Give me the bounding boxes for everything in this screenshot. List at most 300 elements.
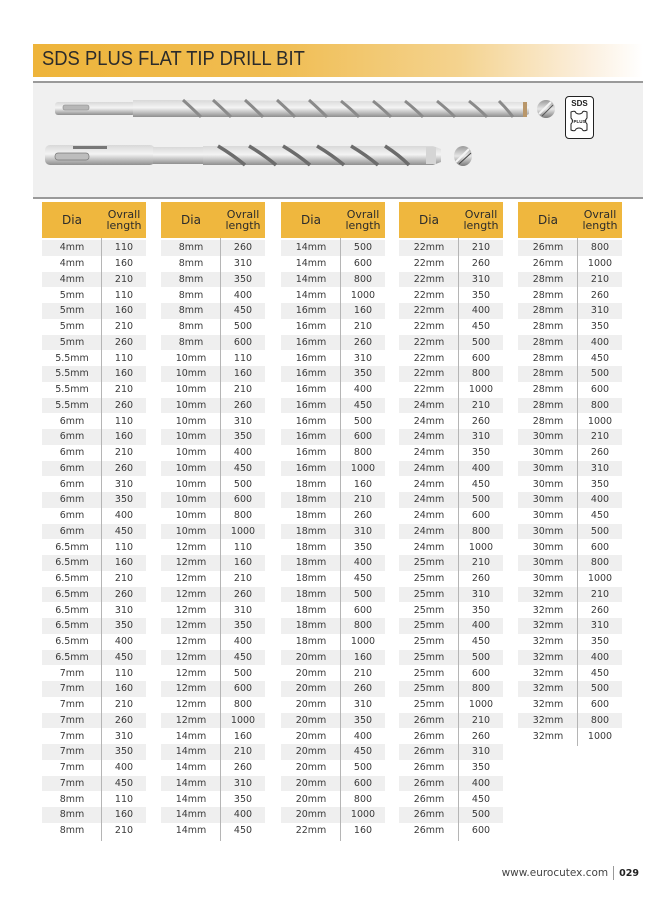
cell-diameter: 30mm	[532, 557, 564, 569]
cell-length: 260	[353, 510, 373, 522]
table-row	[161, 776, 265, 792]
cell-diameter: 7mm	[59, 746, 85, 758]
cell-diameter: 14mm	[175, 793, 207, 805]
cell-length: 310	[353, 525, 373, 537]
table-row	[518, 303, 622, 319]
cell-length: 310	[353, 352, 373, 364]
table-row	[281, 760, 385, 776]
cell-diameter: 25mm	[413, 683, 445, 695]
cell-diameter: 12mm	[175, 604, 207, 616]
cell-diameter: 20mm	[295, 762, 327, 774]
table-row	[281, 650, 385, 666]
cell-length: 210	[353, 321, 373, 333]
cell-diameter: 25mm	[413, 573, 445, 585]
cell-length: 800	[590, 714, 610, 726]
cell-diameter: 5mm	[59, 305, 85, 317]
cell-diameter: 26mm	[413, 714, 445, 726]
cell-length: 1000	[587, 730, 613, 742]
cell-length: 400	[590, 494, 610, 506]
table-row	[281, 256, 385, 272]
table-row	[518, 413, 622, 429]
cell-length: 400	[114, 510, 134, 522]
cell-length: 160	[353, 478, 373, 490]
cell-length: 400	[353, 557, 373, 569]
cross-section-icon	[537, 100, 555, 118]
cell-length: 210	[233, 573, 253, 585]
cell-length: 1000	[587, 415, 613, 427]
table-row	[518, 287, 622, 303]
cell-diameter: 18mm	[295, 510, 327, 522]
cell-length: 450	[114, 651, 134, 663]
cell-diameter: 14mm	[295, 289, 327, 301]
cell-length: 310	[590, 620, 610, 632]
table-row	[518, 508, 622, 524]
cell-length: 160	[114, 557, 134, 569]
table-row	[281, 319, 385, 335]
cell-diameter: 16mm	[295, 321, 327, 333]
cell-diameter: 12mm	[175, 588, 207, 600]
table-row	[281, 587, 385, 603]
cell-length: 1000	[350, 289, 376, 301]
table-row	[399, 823, 503, 839]
cell-diameter: 6.5mm	[55, 604, 89, 616]
cell-length: 400	[114, 636, 134, 648]
cell-diameter: 14mm	[295, 242, 327, 254]
table-row	[161, 665, 265, 681]
table-row	[399, 807, 503, 823]
cell-diameter: 20mm	[295, 651, 327, 663]
table-row	[42, 539, 146, 555]
table-row	[42, 776, 146, 792]
cell-length: 310	[590, 305, 610, 317]
cell-diameter: 5mm	[59, 321, 85, 333]
cell-diameter: 25mm	[413, 651, 445, 663]
cell-length: 450	[590, 510, 610, 522]
cell-diameter: 28mm	[532, 399, 564, 411]
cell-diameter: 28mm	[532, 321, 564, 333]
table-row	[399, 429, 503, 445]
table-row	[281, 776, 385, 792]
cell-diameter: 6mm	[59, 462, 85, 474]
table-row	[399, 713, 503, 729]
cell-length: 260	[353, 336, 373, 348]
cell-length: 500	[353, 588, 373, 600]
table-row	[161, 539, 265, 555]
table-row	[518, 256, 622, 272]
cell-length: 500	[353, 762, 373, 774]
cell-length: 110	[114, 352, 134, 364]
table-row	[42, 823, 146, 839]
cell-length: 260	[233, 588, 253, 600]
cell-diameter: 22mm	[295, 825, 327, 837]
cell-diameter: 6.5mm	[55, 541, 89, 553]
table-row	[518, 681, 622, 697]
cell-diameter: 32mm	[532, 588, 564, 600]
cell-diameter: 25mm	[413, 620, 445, 632]
header-length-line1: Ovrall	[464, 208, 498, 221]
cell-length: 310	[114, 604, 134, 616]
cell-length: 400	[590, 651, 610, 663]
cell-diameter: 18mm	[295, 604, 327, 616]
cell-length: 110	[114, 415, 134, 427]
table-row	[161, 256, 265, 272]
cell-length: 350	[590, 636, 610, 648]
cell-length: 160	[233, 557, 253, 569]
cell-length: 800	[590, 242, 610, 254]
cell-length: 500	[233, 667, 253, 679]
table-row	[161, 681, 265, 697]
table-row	[161, 728, 265, 744]
cell-diameter: 25mm	[413, 667, 445, 679]
cell-length: 450	[471, 636, 491, 648]
table-row	[399, 650, 503, 666]
table-row	[399, 398, 503, 414]
table-row	[518, 728, 622, 744]
cell-length: 400	[471, 462, 491, 474]
cell-diameter: 12mm	[175, 573, 207, 585]
cell-length: 260	[114, 588, 134, 600]
table-row	[281, 287, 385, 303]
cell-length: 310	[353, 699, 373, 711]
cell-diameter: 14mm	[175, 825, 207, 837]
table-row	[161, 272, 265, 288]
table-row	[161, 713, 265, 729]
table-row	[161, 492, 265, 508]
cell-length: 800	[471, 683, 491, 695]
cell-length: 310	[114, 478, 134, 490]
table-row	[281, 429, 385, 445]
table-row	[161, 461, 265, 477]
table-row	[399, 272, 503, 288]
cell-length: 260	[114, 399, 134, 411]
cell-diameter: 20mm	[295, 699, 327, 711]
cell-length: 260	[590, 447, 610, 459]
cell-diameter: 12mm	[175, 683, 207, 695]
cell-length: 400	[233, 289, 253, 301]
table-row	[281, 807, 385, 823]
table-body	[42, 238, 146, 839]
cell-diameter: 12mm	[175, 667, 207, 679]
table-row	[518, 461, 622, 477]
cell-diameter: 24mm	[413, 541, 445, 553]
cell-diameter: 20mm	[295, 667, 327, 679]
cell-diameter: 12mm	[175, 714, 207, 726]
cross-section-icon-2	[454, 146, 472, 166]
cell-diameter: 22mm	[413, 242, 445, 254]
cell-length: 310	[471, 273, 491, 285]
cell-diameter: 12mm	[175, 620, 207, 632]
table-row	[281, 539, 385, 555]
cell-diameter: 18mm	[295, 573, 327, 585]
header-dia: Dia	[181, 213, 201, 227]
cell-diameter: 24mm	[413, 399, 445, 411]
table-row	[42, 681, 146, 697]
table-row	[161, 319, 265, 335]
table-row	[161, 303, 265, 319]
table-row	[399, 728, 503, 744]
table-row	[42, 524, 146, 540]
spec-table-4	[399, 202, 503, 839]
cell-length: 210	[471, 242, 491, 254]
cell-diameter: 32mm	[532, 667, 564, 679]
header-overall-length	[221, 209, 265, 231]
cell-length: 500	[353, 242, 373, 254]
spec-table-2	[161, 202, 265, 839]
table-body	[161, 238, 265, 839]
table-row	[399, 776, 503, 792]
table-row	[399, 476, 503, 492]
cell-length: 800	[233, 510, 253, 522]
cell-length: 500	[471, 336, 491, 348]
table-row	[42, 508, 146, 524]
cell-diameter: 26mm	[413, 746, 445, 758]
table-row	[281, 461, 385, 477]
cell-diameter: 14mm	[175, 809, 207, 821]
table-header	[42, 202, 146, 238]
cell-diameter: 7mm	[59, 714, 85, 726]
table-row	[42, 413, 146, 429]
cell-diameter: 25mm	[413, 699, 445, 711]
cell-length: 1000	[468, 699, 494, 711]
cell-length: 260	[233, 399, 253, 411]
table-row	[399, 461, 503, 477]
table-row	[42, 382, 146, 398]
table-row	[161, 571, 265, 587]
table-body	[281, 238, 385, 839]
cell-length: 800	[353, 620, 373, 632]
cell-diameter: 26mm	[532, 258, 564, 270]
cell-length: 350	[471, 762, 491, 774]
cell-length: 600	[353, 431, 373, 443]
table-row	[518, 524, 622, 540]
table-row	[161, 508, 265, 524]
table-row	[399, 665, 503, 681]
cell-diameter: 12mm	[175, 541, 207, 553]
cell-length: 350	[233, 273, 253, 285]
cell-diameter: 14mm	[175, 762, 207, 774]
cell-diameter: 22mm	[413, 384, 445, 396]
table-row	[42, 272, 146, 288]
cell-length: 350	[114, 746, 134, 758]
cell-length: 310	[233, 604, 253, 616]
cell-diameter: 6mm	[59, 431, 85, 443]
header-length-line1: Ovrall	[346, 208, 380, 221]
table-row	[399, 350, 503, 366]
table-row	[281, 476, 385, 492]
table-row	[399, 303, 503, 319]
cell-diameter: 18mm	[295, 636, 327, 648]
cell-diameter: 5mm	[59, 336, 85, 348]
header-dia: Dia	[301, 213, 321, 227]
table-row	[161, 618, 265, 634]
cell-length: 160	[353, 651, 373, 663]
cell-length: 600	[471, 825, 491, 837]
cell-length: 260	[114, 714, 134, 726]
cell-length: 260	[471, 730, 491, 742]
cell-diameter: 6.5mm	[55, 651, 89, 663]
cell-diameter: 22mm	[413, 305, 445, 317]
cell-diameter: 28mm	[532, 273, 564, 285]
drill-bit-long-icon	[55, 100, 529, 117]
cell-diameter: 30mm	[532, 525, 564, 537]
table-row	[161, 602, 265, 618]
table-body	[399, 238, 503, 839]
table-row	[281, 634, 385, 650]
table-row	[42, 461, 146, 477]
table-row	[518, 650, 622, 666]
cell-length: 210	[114, 384, 134, 396]
website-link[interactable]: www.eurocutex.com	[501, 867, 609, 879]
cell-length: 260	[590, 289, 610, 301]
header-dia: Dia	[538, 213, 558, 227]
table-row	[161, 697, 265, 713]
table-row	[42, 602, 146, 618]
cell-diameter: 8mm	[59, 809, 85, 821]
table-row	[281, 240, 385, 256]
cell-length: 160	[233, 368, 253, 380]
table-row	[161, 413, 265, 429]
cell-diameter: 7mm	[59, 777, 85, 789]
table-row	[42, 429, 146, 445]
cell-diameter: 32mm	[532, 620, 564, 632]
table-row	[518, 476, 622, 492]
cell-length: 350	[471, 447, 491, 459]
cell-diameter: 25mm	[413, 604, 445, 616]
cell-diameter: 8mm	[178, 258, 204, 270]
cell-diameter: 30mm	[532, 431, 564, 443]
cell-length: 310	[233, 258, 253, 270]
header-length-line1: Ovrall	[226, 208, 260, 221]
table-row	[42, 398, 146, 414]
table-row	[161, 476, 265, 492]
table-row	[399, 492, 503, 508]
drill-bit-short-icon	[45, 145, 441, 165]
cell-length: 110	[233, 352, 253, 364]
cell-diameter: 6.5mm	[55, 557, 89, 569]
cell-length: 160	[114, 305, 134, 317]
header-length-line1: Ovrall	[107, 208, 141, 221]
table-row	[518, 492, 622, 508]
sds-logo-bottom-text: PLUS	[573, 119, 586, 124]
spec-table-5	[518, 202, 622, 744]
cell-length: 400	[233, 447, 253, 459]
cell-length: 350	[114, 620, 134, 632]
table-row	[281, 791, 385, 807]
cell-diameter: 8mm	[178, 242, 204, 254]
cell-length: 600	[353, 604, 373, 616]
cell-length: 350	[590, 321, 610, 333]
header-overall-length	[578, 209, 622, 231]
cell-diameter: 12mm	[175, 557, 207, 569]
cell-diameter: 30mm	[532, 447, 564, 459]
table-row	[281, 413, 385, 429]
cell-length: 400	[471, 305, 491, 317]
cell-diameter: 10mm	[175, 399, 207, 411]
table-row	[399, 413, 503, 429]
header-overall-length	[459, 209, 503, 231]
cell-length: 500	[233, 478, 253, 490]
cell-length: 500	[471, 809, 491, 821]
cell-diameter: 32mm	[532, 604, 564, 616]
cell-length: 350	[114, 494, 134, 506]
cell-diameter: 6.5mm	[55, 620, 89, 632]
cell-diameter: 22mm	[413, 352, 445, 364]
table-row	[42, 618, 146, 634]
table-row	[161, 807, 265, 823]
cell-length: 210	[114, 825, 134, 837]
cell-diameter: 7mm	[59, 730, 85, 742]
cell-length: 350	[471, 289, 491, 301]
cell-diameter: 26mm	[413, 793, 445, 805]
cell-length: 260	[471, 415, 491, 427]
cell-length: 110	[114, 793, 134, 805]
cell-length: 400	[114, 762, 134, 774]
table-row	[399, 618, 503, 634]
sds-logo-top-text: SDS	[571, 99, 588, 108]
table-row	[161, 287, 265, 303]
table-row	[518, 382, 622, 398]
header-length-line2: length	[345, 219, 381, 232]
cell-length: 260	[471, 573, 491, 585]
table-row	[281, 555, 385, 571]
cell-length: 500	[233, 321, 253, 333]
table-row	[281, 350, 385, 366]
table-row	[42, 366, 146, 382]
cell-diameter: 28mm	[532, 384, 564, 396]
cell-diameter: 6mm	[59, 510, 85, 522]
cell-diameter: 32mm	[532, 651, 564, 663]
cell-length: 600	[353, 258, 373, 270]
cell-diameter: 8mm	[178, 336, 204, 348]
cell-length: 800	[233, 699, 253, 711]
cell-length: 800	[471, 368, 491, 380]
cell-diameter: 25mm	[413, 557, 445, 569]
cell-diameter: 18mm	[295, 494, 327, 506]
table-row	[399, 587, 503, 603]
cell-length: 500	[590, 368, 610, 380]
cell-length: 350	[353, 541, 373, 553]
table-row	[281, 681, 385, 697]
cell-length: 1000	[587, 573, 613, 585]
cell-diameter: 7mm	[59, 762, 85, 774]
table-row	[161, 650, 265, 666]
cell-diameter: 30mm	[532, 541, 564, 553]
table-row	[518, 445, 622, 461]
cell-length: 600	[471, 352, 491, 364]
header-dia: Dia	[419, 213, 439, 227]
cell-length: 800	[471, 525, 491, 537]
table-row	[42, 571, 146, 587]
table-row	[399, 287, 503, 303]
cell-length: 310	[233, 777, 253, 789]
header-length-line2: length	[463, 219, 499, 232]
cell-diameter: 5.5mm	[55, 352, 89, 364]
cell-length: 500	[471, 494, 491, 506]
cell-length: 350	[590, 478, 610, 490]
cell-diameter: 24mm	[413, 431, 445, 443]
cell-length: 350	[471, 604, 491, 616]
cell-length: 310	[471, 588, 491, 600]
table-row	[399, 634, 503, 650]
cell-diameter: 16mm	[295, 431, 327, 443]
table-row	[42, 256, 146, 272]
cell-diameter: 6.5mm	[55, 573, 89, 585]
cell-diameter: 10mm	[175, 368, 207, 380]
cell-diameter: 6mm	[59, 478, 85, 490]
table-row	[161, 760, 265, 776]
cell-diameter: 18mm	[295, 541, 327, 553]
cell-diameter: 28mm	[532, 289, 564, 301]
